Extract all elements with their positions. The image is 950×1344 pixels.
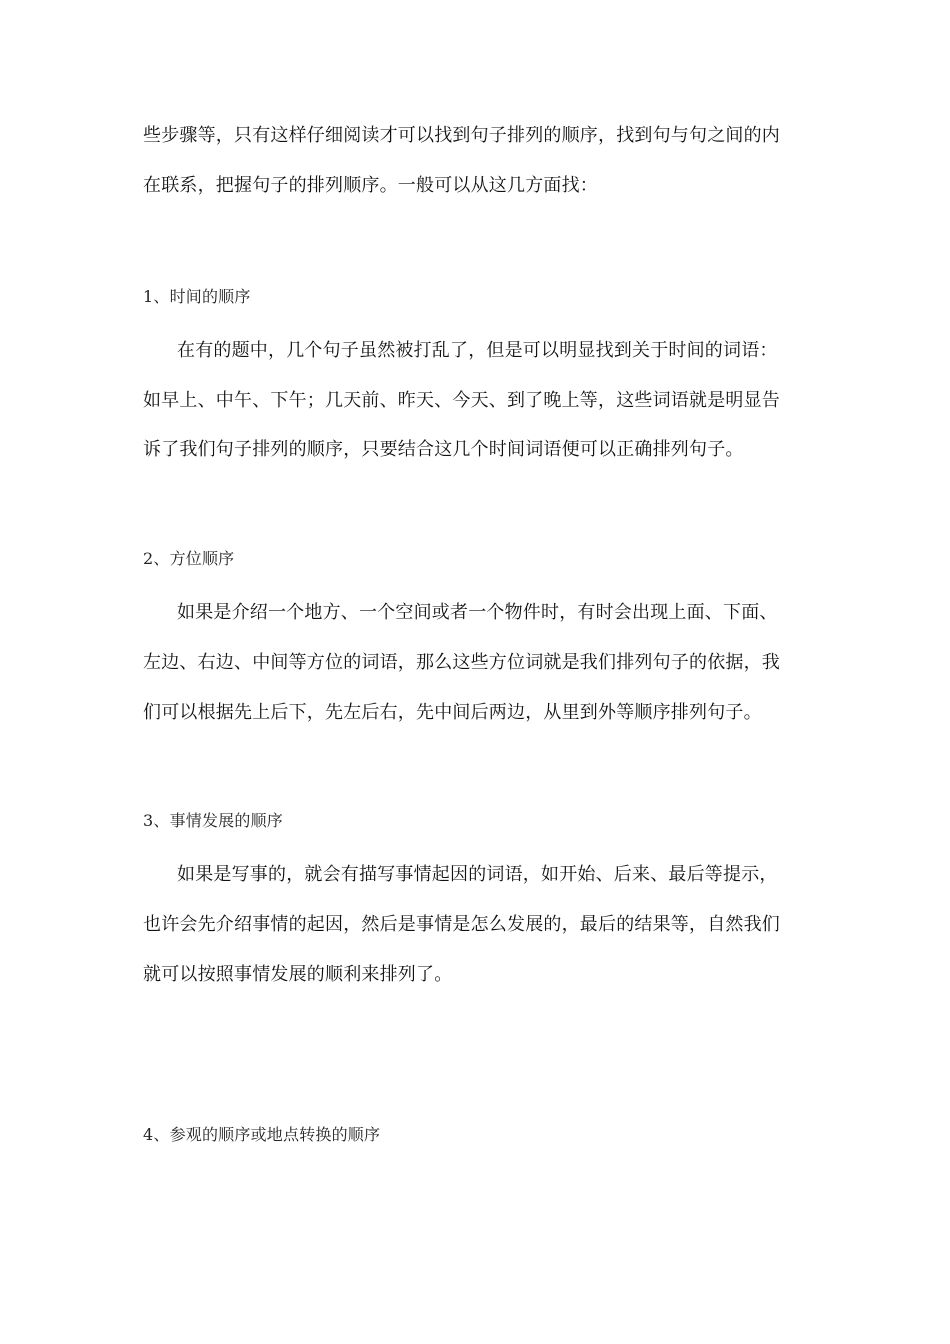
section-2-line-3: 们可以根据先上后下，先左后右，先中间后两边，从里到外等顺序排列句子。 <box>143 702 762 723</box>
section-3-heading: 3、事情发展的顺序 <box>143 811 283 830</box>
section-2-line-1: 如果是介绍一个地方、一个空间或者一个物件时，有时会出现上面、下面、 <box>177 602 778 623</box>
intro-line-1: 些步骤等，只有这样仔细阅读才可以找到句子排列的顺序，找到句与句之间的内 <box>143 125 780 146</box>
section-1-line-1: 在有的题中，几个句子虽然被打乱了，但是可以明显找到关于时间的词语： <box>177 340 778 361</box>
section-3-line-2: 也许会先介绍事情的起因，然后是事情是怎么发展的，最后的结果等，自然我们 <box>143 914 780 935</box>
intro-line-2: 在联系，把握句子的排列顺序。一般可以从这几方面找： <box>143 175 598 196</box>
section-2-line-2: 左边、右边、中间等方位的词语，那么这些方位词就是我们排列句子的依据，我 <box>143 652 780 673</box>
section-1-line-3: 诉了我们句子排列的顺序，只要结合这几个时间词语便可以正确排列句子。 <box>143 439 744 460</box>
section-3-line-3: 就可以按照事情发展的顺利来排列了。 <box>143 964 453 985</box>
section-2-heading: 2、方位顺序 <box>143 549 235 568</box>
section-3-line-1: 如果是写事的，就会有描写事情起因的词语，如开始、后来、最后等提示， <box>177 864 778 885</box>
section-1-line-2: 如早上、中午、下午；几天前、昨天、今天、到了晚上等，这些词语就是明显告 <box>143 390 780 411</box>
section-1-heading: 1、时间的顺序 <box>143 287 251 306</box>
section-4-heading: 4、参观的顺序或地点转换的顺序 <box>143 1125 381 1144</box>
